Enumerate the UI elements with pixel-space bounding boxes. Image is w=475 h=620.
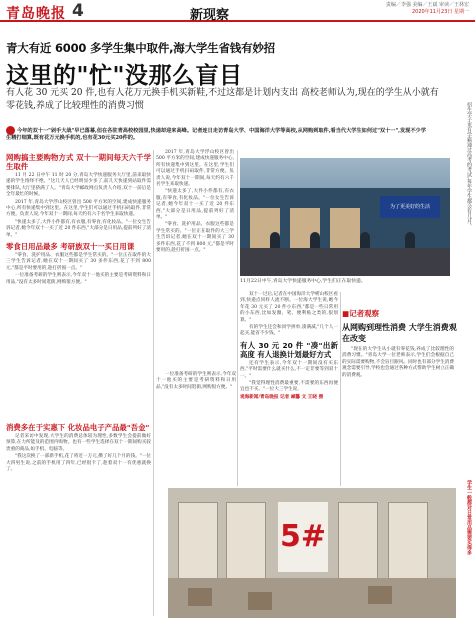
article-column-1 bbox=[6, 150, 151, 287]
observation-headline: 从网购到理性消费 大学生消费观在改变 bbox=[342, 323, 457, 343]
shelf-number-sign: 5# bbox=[278, 502, 328, 572]
photo-parcel bbox=[248, 592, 272, 610]
article-paragraph: "我这次换了一部新手机,花了将近一万元,攒了好几个月的钱。"一位大四男生说,之前的手机用了四年,已经很卡了,趁着双十一有优惠就换了。 bbox=[6, 454, 151, 473]
article-paragraph: 双十一过后,记者在中国海洋大学崂山校区看到,快递点同样人流不断。一位海大学生说,她今年花 30 元买了 20 件小东西,"都是一些日常用的小东西,比如发圈、笔、便利贴之类的,很划算。" bbox=[240, 292, 338, 323]
editor-credits: 责编／李强 美编／王斌 审读／王林宏 bbox=[385, 2, 469, 8]
section-title: 新现察 bbox=[190, 8, 230, 23]
header-meta bbox=[386, 2, 469, 16]
masthead bbox=[0, 0, 475, 22]
article-paragraph: "零食、洗护用品、衣服这些都是学生常买的。"一位正在取件的大三学生告诉记者,她在双十一期间买了 30 多件东西,花了不到 800 元,"都是平时要用的,趁打折囤一点。" bbox=[156, 222, 234, 254]
article-paragraph: "零食、洗护用品、衣服这些都是学生常买的。"一位正在取件的大三学生告诉记者,她在双十一期间买了 30 多件东西,花了不到 800 元,"都是平时要用的,趁打折囤一点。" bbox=[6, 253, 151, 271]
reporter-observation bbox=[342, 308, 462, 380]
article-column-2 bbox=[156, 150, 234, 256]
lead-paragraph bbox=[6, 126, 426, 142]
article-paragraph: "快递太多了,大件小件都有,有衣服,有零食,有化妆品。"一位女生告诉记者,她今年双十一买了近 20 件东西,"大部分是日用品,提前列好了清单。" bbox=[156, 189, 234, 221]
article-paragraph: "我觉得理性消费最重要,不需要的东西再便宜也不买。"一位大三学生说。 bbox=[240, 381, 338, 393]
column-divider bbox=[237, 150, 238, 486]
issue-date: 2020年11月23日 星期一 bbox=[411, 9, 469, 15]
vertical-photo-caption: 学生一般都对日常用品需要买得多 bbox=[466, 480, 472, 555]
article-paragraph: 2017 年,青岛大学浮山校区曾出 500 平方米的空间,建成快递服务中心,所有快递集中到这里。在这里,学生们可以通过手机扫码取件,非常方便。负责人说,今年双十一期间,每天约有六千名学生来取快递。 bbox=[6, 199, 151, 218]
parcel-shelves-photo bbox=[168, 488, 456, 618]
photo-sign: 为了更美好的生活 bbox=[380, 196, 440, 218]
section1-subhead-2: 零食日用品最多 考研族双十一买日用课 bbox=[6, 242, 135, 252]
vertical-sidebar: 招生学子更有学霸通过高考的考试,每年学生都会有几月。 bbox=[466, 102, 472, 229]
article-column-4 bbox=[156, 372, 236, 392]
article-column-5 bbox=[6, 420, 151, 474]
column-divider bbox=[153, 150, 154, 616]
observation-label: ■记者观察 bbox=[342, 309, 380, 318]
lead-badge-icon bbox=[6, 126, 15, 135]
section1-subhead-3: 消费多在于实惠下 化妆品电子产品最"吾金" bbox=[6, 423, 150, 432]
article-paragraph: 还有学生表示,今年双十一期间没有买东西,"平时需要什么就买什么,不一定非要等到双十一。" bbox=[240, 360, 338, 379]
article-column-3 bbox=[240, 292, 338, 402]
deck-subheadline: 有人花 30 元买 20 件,也有人花万元换手机买新鞋,不过这都是计划内支出 高校老师认为,现在的学生从小就有零花钱,养成了比较理性的消费习惯 bbox=[6, 88, 439, 111]
kicker-headline: 青大有近 6000 多学生集中取件,海大学生省钱有妙招 bbox=[6, 41, 275, 55]
section2-subhead: 有人 30 元 20 件 "凑"出新高度 有人退换计划最好方式 bbox=[240, 340, 338, 359]
lead-text: 今年的双十一"剁手大战"早已落幕,但在各驻青高校校园里,快递却迎来高峰。记者连日走访青岛大学、中国海洋大学等高校,从网购到取件,看当代大学生如何过"双十一",发现不少学生精打细算,既有花万元换手机的,也有花30元买20件的。 bbox=[6, 128, 426, 142]
article-paragraph: 11 月 22 日中午 11 时 20 分,青岛大学快递服务大厅里,前来取快递的学生络绎不绝。"这几天人已经明显少多了,前几天快递到站取件需要排队,大厅里挤满了人。"青岛大学邮政网点负责人介绍,双十一前后是全年最忙的时候。 bbox=[6, 173, 151, 198]
article-paragraph: 一位准备考研的学生则表示,今年双十一他买的主要是考研资料和日用品,"没有太多时间逛街,网购很方便。" bbox=[6, 273, 151, 285]
byline: 观海新闻/青岛晚报 记者 臧馨 文 王晓 摄 bbox=[240, 394, 324, 400]
main-headline: 这里的"忙"没那么盲目 bbox=[6, 63, 243, 89]
photo-parcel bbox=[368, 586, 392, 604]
article-paragraph: 有的学生还会和同学拼单,凑满减,"几个人一起买,能省不少钱。" bbox=[240, 325, 338, 337]
newspaper-logo: 青岛晚报 bbox=[6, 6, 66, 22]
page-number: 4 bbox=[72, 1, 84, 21]
article-paragraph: 2017 年,青岛大学浮山校区曾出 500 平方米的空间,建成快递服务中心,所有快递集中到这里。在这里,学生们可以通过手机扫码取件,非常方便。负责人说,今年双十一期间,每天约有六千名学生来取快递。 bbox=[156, 150, 234, 188]
section1-subhead: 网购搞主要购物方式 双十一期间每天六千学生取件 bbox=[6, 153, 151, 171]
column-divider bbox=[340, 292, 341, 486]
courier-center-photo bbox=[240, 158, 450, 276]
photo-crowd bbox=[240, 248, 450, 276]
photo-caption: 11月22日中午,青岛大学快递服务中心,学生们正在取快递。 bbox=[240, 279, 366, 284]
observation-body bbox=[342, 347, 454, 379]
observation-text: "现在的大学生从小就有零花钱,养成了比较理性的消费习惯。"青岛大学一位老师表示,学生们会根据自己的实际需要购物,不会盲目跟风。同时也有部分学生消费观念需要引导,学校也会通过各种方式帮助学生树立正确的消费观。 bbox=[342, 347, 454, 378]
article-paragraph: 一位准备考研的学生则表示,今年双十一他买的主要是考研资料和日用品,"没有太多时间逛街,网购很方便。" bbox=[156, 372, 236, 390]
article-paragraph: 记者采访中发现,大学生的消费总体较为理性,多数学生会提前做好预算,在力所能及的范围内购物。也有一些学生选择在双十一期间购买较贵重的商品,如手机、电脑等。 bbox=[6, 434, 151, 452]
photo-parcel bbox=[188, 588, 212, 606]
article-paragraph: "快递太多了,大件小件都有,有衣服,有零食,有化妆品。"一位女生告诉记者,她今年双十一买了近 20 件东西,"大部分是日用品,提前列好了清单。" bbox=[6, 219, 151, 238]
